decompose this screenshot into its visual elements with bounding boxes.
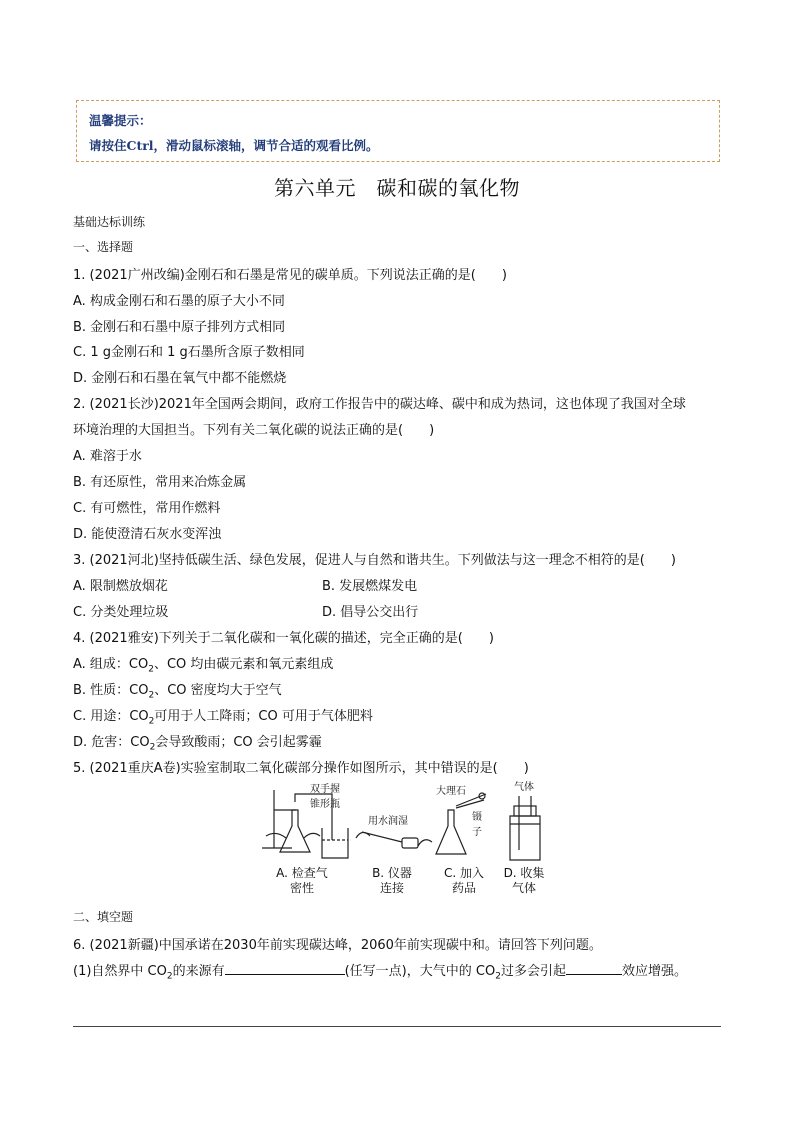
q2-stem-line1: 2. (2021长沙)2021年全国两会期间，政府工作报告中的碳达峰、碳中和成为热词，这也体现了我国对全球 [73, 397, 686, 412]
q3-option-d: D. 倡导公交出行 [322, 605, 419, 620]
subscript-2: 2 [148, 664, 154, 675]
q1-option-b: B. 金刚石和石墨中原子排列方式相同 [73, 320, 286, 335]
q4-option-c [73, 705, 373, 727]
q6-p1-pre: (1)自然界中 CO [73, 964, 167, 979]
q4-option-b [73, 679, 282, 701]
q6-p1-mid3: 过多会引起 [500, 964, 566, 979]
q4-c-pre: C. 用途：CO [73, 709, 149, 724]
q2-option-c: C. 有可燃性，常用作燃料 [73, 501, 221, 516]
footer-divider [73, 1026, 721, 1027]
q3-option-b: B. 发展燃煤发电 [322, 579, 418, 594]
label-marble: 大理石 [436, 786, 466, 797]
caption-c: C. 加入 药品 [443, 866, 484, 895]
rubber-stopper [402, 838, 418, 848]
subscript-2: 2 [148, 690, 155, 701]
q3-option-c: C. 分类处理垃圾 [73, 605, 169, 620]
caption-d: D. 收集 气体 [503, 866, 545, 895]
q4-a-post: 、CO 均由碳元素和氧元素组成 [153, 657, 334, 672]
erlenmeyer-flask-a [280, 810, 310, 852]
q6-p1-mid1: 的来源有 [172, 964, 225, 979]
glass-tube [362, 832, 402, 842]
q6-p1-mid2: (任写一点)，大气中的 CO [344, 964, 496, 979]
q4-stem: 4. (2021雅安)下列关于二氧化碳和一氧化碳的描述，完全正确的是( ) [73, 631, 494, 646]
label-tweezers: 镊 子 [472, 812, 482, 838]
q2-stem-line2: 环境治理的大国担当。下列有关二氧化碳的说法正确的是( ) [73, 423, 435, 438]
answer-blank-effect[interactable] [566, 962, 622, 975]
q2-option-a: A. 难溶于水 [73, 449, 142, 464]
bottle-neck [514, 806, 536, 816]
q6-p1-post: 效应增强。 [621, 964, 687, 979]
q3-stem: 3. (2021河北)坚持低碳生活、绿色发展，促进人与自然和谐共生。下列做法与这一理念不相符的是( ) [73, 553, 676, 568]
tip-box [76, 100, 720, 162]
subscript-2: 2 [166, 971, 173, 982]
q1-option-c: C. 1 g金刚石和 1 g石墨所含原子数相同 [73, 345, 305, 360]
q5-stem: 5. (2021重庆A卷)实验室制取二氧化碳部分操作如图所示，其中错误的是( ) [73, 761, 529, 776]
section-label: 基础达标训练 [73, 215, 146, 229]
q6-part1 [73, 960, 687, 982]
page-title: 第六单元 碳和碳的氧化物 [274, 176, 520, 200]
q4-d-pre: D. 危害：CO [73, 735, 150, 750]
label-gas: 气体 [514, 782, 534, 793]
q4-option-a [73, 653, 333, 675]
q1-option-d: D. 金刚石和石墨在氧气中都不能燃烧 [73, 371, 287, 386]
tip-title: 温馨提示： [89, 113, 152, 128]
q1-option-a: A. 构成金刚石和石墨的原子大小不同 [73, 294, 285, 309]
answer-blank-source[interactable] [225, 962, 345, 975]
part1-heading: 一、选择题 [73, 240, 134, 254]
q4-a-pre: A. 组成：CO [73, 657, 149, 672]
q4-d-post: 会导致酸雨；CO 会引起雾霾 [155, 735, 322, 750]
q2-option-b: B. 有还原性，常用来冶炼金属 [73, 475, 247, 490]
q3-option-a: A. 限制燃放烟花 [73, 579, 168, 594]
beaker [322, 828, 348, 858]
q4-c-post: 可用于人工降雨；CO 可用于气体肥料 [154, 709, 373, 724]
hands-b [356, 832, 432, 846]
subscript-2: 2 [495, 971, 501, 982]
q4-b-pre: B. 性质：CO [73, 683, 149, 698]
q4-b-post: 、CO 密度均大于空气 [154, 683, 282, 698]
subscript-2: 2 [148, 716, 155, 727]
tip-text: 请按住Ctrl，滑动鼠标滚轴，调节合适的观看比例。 [89, 138, 379, 153]
lab-operations-figure [252, 780, 552, 900]
subscript-2: 2 [149, 742, 156, 753]
label-hands: 双手握 锥形瓶 [310, 784, 340, 810]
label-water: 用水润湿 [368, 816, 408, 827]
erlenmeyer-flask-c [436, 810, 466, 854]
q1-stem: 1. (2021广州改编)金刚石和石墨是常见的碳单质。下列说法正确的是( ) [73, 268, 507, 283]
gas-bottle [510, 816, 540, 860]
q4-option-d [73, 731, 322, 753]
caption-b: B. 仪器 连接 [372, 866, 412, 895]
part2-heading: 二、填空题 [73, 910, 134, 924]
q2-option-d: D. 能使澄清石灰水变浑浊 [73, 527, 222, 542]
caption-a: A. 检查气 密性 [276, 866, 328, 895]
q6-stem: 6. (2021新疆)中国承诺在2030年前实现碳达峰，2060年前实现碳中和。请回答下列问题。 [73, 938, 602, 953]
